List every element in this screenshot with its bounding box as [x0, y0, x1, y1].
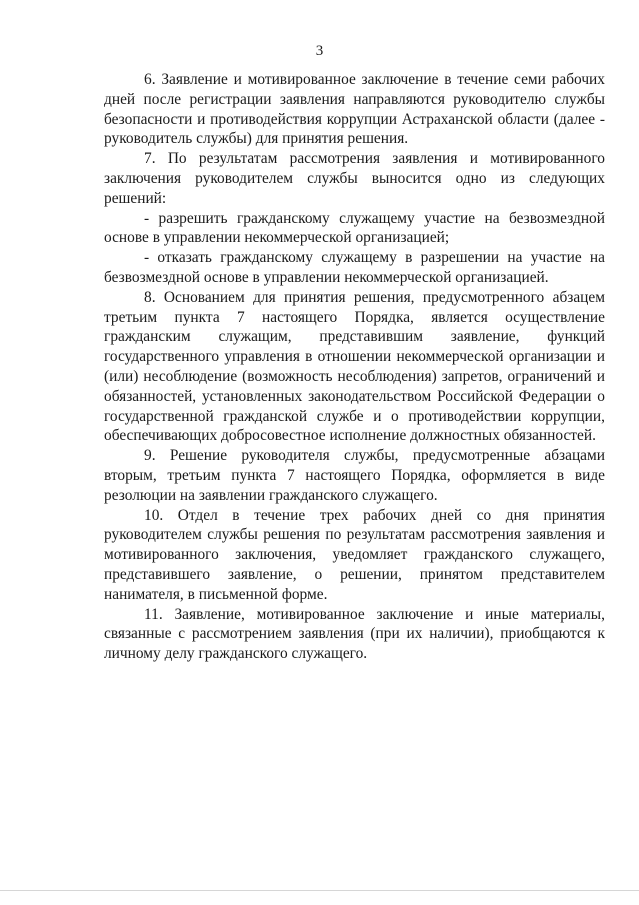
paragraph-7-option-allow: - разрешить гражданскому служащему участие на безвозмездной основе в управлении некоммерческой организацией; [104, 209, 605, 247]
paragraph-8: 8. Основанием для принятия решения, предусмотренного абзацем третьим пункта 7 настоящего Порядка, является осуществление гражданским служащим, представившим заявление, функций государственного управления в отношении некоммерческой организации и (или) несоблюдение (возможность несоблюдения) запретов, ограничений и обязанностей, установленных законодательством Российской Федерации о государственной гражданской службе и о противодействии коррупции, обеспечивающих добросовестное исполнение должностных обязанностей. [104, 288, 605, 445]
paragraph-10: 10. Отдел в течение трех рабочих дней со дня принятия руководителем службы решения по результатам рассмотрения заявления и мотивированного заключения, уведомляет гражданского служащего, представившего заявление, о решении, принятом представителем нанимателя, в письменной форме. [104, 506, 605, 603]
paragraph-9: 9. Решение руководителя службы, предусмотренные абзацами вторым, третьим пункта 7 настоящего Порядка, оформляется в виде резолюции на заявлении гражданского служащего. [104, 447, 605, 504]
paragraph-7: 7. По результатам рассмотрения заявления и мотивированного заключения руководителем службы выносится одно из следующих решений: [104, 150, 605, 207]
document-body [104, 70, 605, 664]
scan-edge-line [0, 890, 639, 891]
paragraph-6: 6. Заявление и мотивированное заключение в течение семи рабочих дней после регистрации заявления направляются руководителю службы безопасности и противодействия коррупции Астраханской области (далее - руководитель службы) для принятия решения. [104, 71, 605, 148]
paragraph-11: 11. Заявление, мотивированное заключение и иные материалы, связанные с рассмотрением заявления (при их наличии), приобщаются к личному делу гражданского служащего. [104, 605, 605, 663]
page-number: 3 [315, 43, 324, 59]
paragraph-7-option-deny: - отказать гражданскому служащему в разрешении на участие на безвозмездной основе в управлении некоммерческой организацией. [104, 249, 605, 286]
